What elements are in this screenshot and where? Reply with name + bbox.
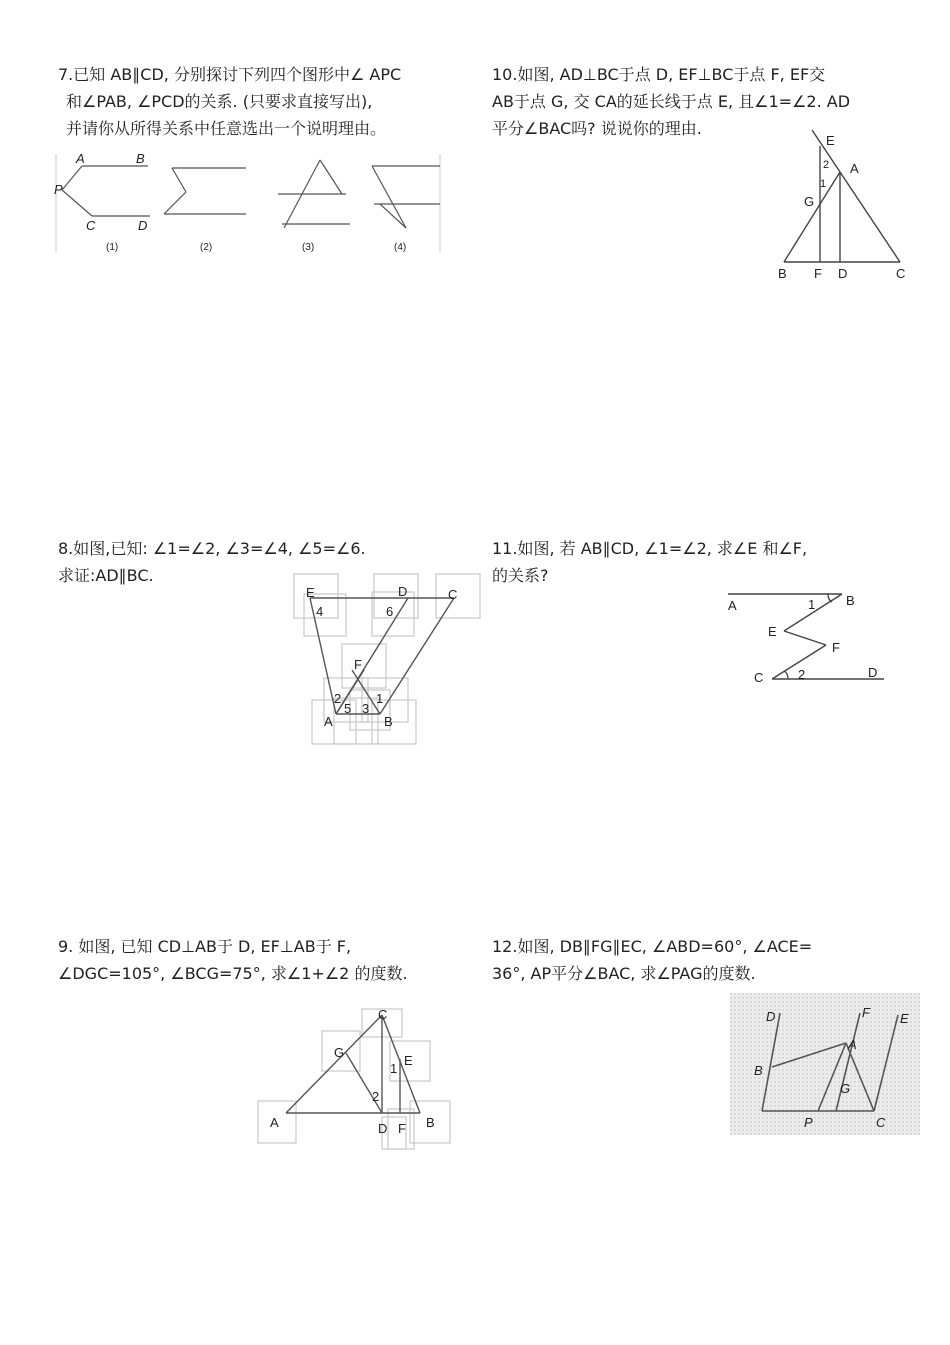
figure-12 — [730, 993, 920, 1135]
fig10-angle-1: 1 — [820, 178, 827, 190]
figure-9 — [256, 1005, 456, 1153]
fig8-angle-3: 3 — [362, 701, 370, 716]
fig10-label-a: A — [850, 161, 859, 176]
fig11-label-d: D — [868, 665, 878, 680]
problem-12 — [492, 933, 812, 987]
problem-9-line-2: ∠DGC=105°, ∠BCG=75°, 求∠1+∠2 的度数. — [58, 964, 408, 983]
fig9-label-c: C — [378, 1007, 388, 1022]
fig8-angle-1: 1 — [376, 691, 384, 706]
figure-11 — [722, 585, 892, 690]
fig10-angle-2: 2 — [823, 159, 830, 171]
problem-8-line-1: 8.如图,已知: ∠1=∠2, ∠3=∠4, ∠5=∠6. — [58, 539, 366, 558]
fig8-angle-6: 6 — [386, 604, 394, 619]
fig12-label-g: G — [840, 1081, 851, 1096]
fig12-label-b: B — [754, 1063, 763, 1078]
fig11-label-e: E — [768, 624, 777, 639]
fig10-label-c: C — [896, 266, 906, 281]
fig11-label-b: B — [846, 593, 855, 608]
fig11-label-a: A — [728, 598, 737, 613]
fig8-angle-2: 2 — [334, 691, 342, 706]
fig10-label-d: D — [838, 266, 848, 281]
fig9-label-e: E — [404, 1053, 413, 1068]
figure-8 — [290, 570, 485, 748]
fig12-label-e: E — [900, 1011, 909, 1026]
problem-11 — [492, 535, 807, 589]
fig11-angle-2: 2 — [798, 667, 806, 682]
fig12-label-f: F — [862, 1005, 870, 1020]
fig8-label-f: F — [354, 657, 362, 672]
problem-10-line-2: AB于点 G, 交 CA的延长线于点 E, 且∠1=∠2. AD — [492, 92, 851, 111]
problem-7 — [58, 61, 401, 142]
fig8-angle-5: 5 — [344, 701, 352, 716]
problem-7-line-1: 7.已知 AB∥CD, 分别探讨下列四个图形中∠ APC — [58, 65, 402, 84]
figure-7 — [54, 152, 444, 254]
fig9-angle-1: 1 — [390, 1061, 398, 1076]
fig8-label-b: B — [384, 714, 393, 729]
fig7-label-d: D — [138, 218, 148, 233]
figure-10 — [770, 126, 920, 286]
problem-9 — [58, 933, 408, 987]
fig8-label-e: E — [306, 585, 315, 600]
fig12-label-c: C — [876, 1115, 886, 1130]
problem-10-line-1: 10.如图, AD⊥BC于点 D, EF⊥BC于点 F, EF交 — [492, 65, 826, 84]
problem-8-line-2: 求证:AD∥BC. — [58, 566, 154, 585]
fig7-caption-4: (4) — [394, 242, 407, 253]
fig7-label-b: B — [136, 152, 145, 166]
problem-12-line-2: 36°, AP平分∠BAC, 求∠PAG的度数. — [492, 964, 756, 983]
fig9-label-a: A — [270, 1115, 279, 1130]
fig12-label-p: P — [804, 1115, 813, 1130]
fig10-label-b: B — [778, 266, 787, 281]
problem-7-line-3: 并请你从所得关系中任意选出一个说明理由。 — [66, 119, 387, 138]
fig7-label-a: A — [76, 152, 85, 166]
problem-9-line-1: 9. 如图, 已知 CD⊥AB于 D, EF⊥AB于 F, — [58, 937, 352, 956]
fig9-label-d: D — [378, 1121, 388, 1136]
fig12-label-d: D — [766, 1009, 776, 1024]
fig8-label-d: D — [398, 584, 408, 599]
fig9-angle-2: 2 — [372, 1089, 380, 1104]
fig9-label-f: F — [398, 1121, 406, 1136]
fig9-label-b: B — [426, 1115, 435, 1130]
fig10-label-g: G — [804, 194, 815, 209]
fig9-label-g: G — [334, 1045, 345, 1060]
fig8-label-c: C — [448, 587, 458, 602]
fig7-label-c: C — [86, 218, 96, 233]
problem-11-line-1: 11.如图, 若 AB∥CD, ∠1=∠2, 求∠E 和∠F, — [492, 539, 808, 558]
fig10-label-f: F — [814, 266, 822, 281]
fig11-label-c: C — [754, 670, 764, 685]
fig12-label-a: A — [848, 1037, 857, 1052]
problem-11-line-2: 的关系? — [492, 566, 549, 585]
fig8-angle-4: 4 — [316, 604, 324, 619]
problem-12-line-1: 12.如图, DB∥FG∥EC, ∠ABD=60°, ∠ACE= — [492, 937, 813, 956]
fig7-caption-3: (3) — [302, 242, 315, 253]
fig10-label-e: E — [826, 133, 835, 148]
fig7-label-p: P — [54, 182, 63, 197]
problem-7-line-2: 和∠PAB, ∠PCD的关系. (只要求直接写出), — [66, 92, 373, 111]
fig7-caption-2: (2) — [200, 242, 213, 253]
fig11-label-f: F — [832, 640, 840, 655]
fig8-label-a: A — [324, 714, 333, 729]
fig7-caption-1: (1) — [106, 242, 119, 253]
fig11-angle-1: 1 — [808, 597, 816, 612]
problem-10-line-3: 平分∠BAC吗? 说说你的理由. — [492, 119, 702, 138]
